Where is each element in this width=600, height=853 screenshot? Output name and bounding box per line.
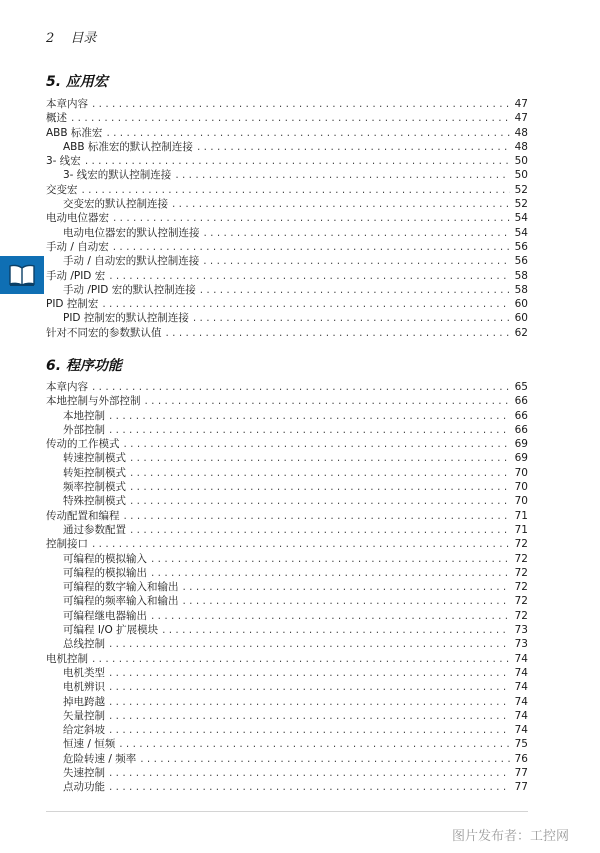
toc-entry-page: 74 [514,652,528,665]
toc-entry-page: 54 [514,212,528,225]
toc-entry[interactable] [46,637,528,651]
toc-entry[interactable] [46,623,528,637]
toc-entry[interactable] [46,380,528,394]
toc-leader-dots [119,737,510,751]
toc-entry-label: 外部控制 [63,423,105,436]
toc-leader-dots [109,666,510,680]
toc-entry[interactable] [46,269,528,283]
toc-entry-label: 手动 /PID 宏的默认控制连接 [63,283,196,296]
toc-entry-label: 概述 [46,112,67,125]
toc-entry-label: 特殊控制模式 [63,495,126,508]
toc-entry[interactable] [46,140,528,154]
toc-entry-label: 交变宏的默认控制连接 [63,198,168,211]
toc-leader-dots [175,168,510,182]
toc-leader-dots [92,97,510,111]
toc-entry-label: 通过参数配置 [63,523,126,536]
toc-entry[interactable] [46,126,528,140]
toc-leader-dots [166,326,511,340]
toc-entry[interactable] [46,211,528,225]
toc-entry-label: 3- 线宏的默认控制连接 [63,169,172,182]
toc-entry-page: 71 [514,509,528,522]
toc-leader-dots [183,594,511,608]
toc-entry[interactable] [46,394,528,408]
toc-entry-label: 手动 / 自动宏 [46,240,109,253]
toc-leader-dots [102,297,510,311]
toc-entry-label: 转矩控制模式 [63,466,126,479]
toc-entry-page: 58 [514,283,528,296]
toc-entry-page: 52 [514,183,528,196]
toc-entry-label: 本章内容 [46,381,88,393]
toc-entry-label: ABB 标准宏 [46,126,103,139]
toc-entry[interactable] [46,168,528,182]
toc-leader-dots [183,580,511,594]
toc-entry[interactable] [46,297,528,311]
toc-entry-label: 可编程的频率输入和输出 [63,595,179,608]
toc-entry-page: 74 [514,695,528,708]
toc-leader-dots [124,509,511,523]
toc-entry[interactable] [46,451,528,465]
toc-entry-page: 74 [514,709,528,722]
toc-leader-dots [106,126,510,140]
toc-entry[interactable] [46,594,528,608]
toc-leader-dots [109,766,510,780]
toc-entry-page: 72 [514,581,528,594]
toc-leader-dots [172,197,510,211]
toc-entry-label: 电动电位器宏 [46,212,109,225]
toc-leader-dots [109,680,510,694]
toc-leader-dots [92,537,510,551]
toc-entry-page: 58 [514,269,528,282]
toc-entry-page: 48 [514,140,528,153]
toc-entry-label: 点动功能 [63,781,105,794]
toc-entry[interactable] [46,437,528,451]
toc-entry-label: PID 控制宏的默认控制连接 [63,312,189,325]
toc-leader-dots [113,240,510,254]
toc-entry-page: 74 [514,681,528,694]
toc-entry[interactable] [46,494,528,508]
toc-entry-label: 针对不同宏的参数默认值 [46,326,162,339]
toc-leader-dots [130,494,510,508]
toc-leader-dots [109,780,510,794]
toc-entry-page: 72 [514,552,528,565]
toc-entry-label: ABB 标准宏的默认控制连接 [63,140,193,153]
toc-leader-dots [113,211,510,225]
toc-entry-page: 66 [514,409,528,422]
toc-leader-dots [92,652,510,666]
toc-entry-page: 48 [514,126,528,139]
toc-entry[interactable] [46,111,528,125]
toc-entry-page: 70 [514,481,528,494]
toc-entry-label: 可编程的模拟输入 [63,552,147,565]
toc-entry-page: 72 [514,595,528,608]
toc-entry[interactable] [46,580,528,594]
toc-leader-dots [130,466,510,480]
toc-entry-page: 60 [514,298,528,311]
toc-entry-label: 可编程继电器输出 [63,609,147,622]
toc-entry-page: 69 [514,438,528,451]
toc-entry-page: 77 [514,767,528,780]
book-icon [8,263,36,287]
toc-entry[interactable] [46,737,528,751]
toc-entry-label: 可编程的模拟输出 [63,566,147,579]
toc-leader-dots [109,409,510,423]
toc-entry-page: 73 [514,624,528,637]
toc-entry-page: 65 [514,381,528,393]
toc-entry-page: 75 [514,738,528,751]
toc-entry-label: 总线控制 [63,638,105,651]
toc-entry-label: 手动 / 自动宏的默认控制连接 [63,255,200,268]
toc-entry-page: 66 [514,395,528,408]
section-title-5: 5. 应用宏 [46,74,108,90]
toc-entry-page: 74 [514,666,528,679]
toc-leader-dots [193,311,510,325]
toc-entry-label: PID 控制宏 [46,298,99,311]
toc-entry[interactable] [46,666,528,680]
toc-entry-page: 52 [514,198,528,211]
toc-entry-label: 手动 /PID 宏 [46,269,106,282]
toc-entry-label: 传动配置和编程 [46,509,120,522]
toc-entry[interactable] [46,409,528,423]
toc-leader-dots [109,423,510,437]
toc-entry-label: 恒速 / 恒频 [63,738,116,751]
toc-leader-dots [151,609,510,623]
toc-leader-dots [109,637,510,651]
toc-entry-label: 3- 线宏 [46,155,81,168]
toc-entry[interactable] [46,254,528,268]
toc-entry-page: 60 [514,312,528,325]
toc-entry-page: 54 [514,226,528,239]
toc-entry[interactable] [46,226,528,240]
toc-leader-dots [200,283,510,297]
toc-entry-page: 76 [514,752,528,765]
toc-entry[interactable] [46,509,528,523]
toc-entry[interactable] [46,723,528,737]
toc-entry-label: 本地控制 [63,409,105,422]
footer-divider [46,811,528,812]
toc-entry[interactable] [46,552,528,566]
toc-leader-dots [92,380,510,394]
toc-entry-label: 本地控制与外部控制 [46,395,141,408]
toc-entry-label: 可编程 I/O 扩展模块 [63,624,159,637]
toc-leader-dots [140,752,510,766]
toc-entry[interactable] [46,752,528,766]
toc-entry-page: 70 [514,466,528,479]
toc-entry-page: 62 [514,326,528,339]
toc-entry-label: 控制接口 [46,538,88,551]
toc-entry[interactable] [46,183,528,197]
toc-entry[interactable] [46,240,528,254]
toc-leader-dots [204,226,511,240]
toc-entry[interactable] [46,780,528,794]
toc-entry-label: 频率控制模式 [63,481,126,494]
toc-leader-dots [130,480,510,494]
toc-entry[interactable] [46,311,528,325]
toc-entry-page: 50 [514,169,528,182]
toc-entry-page: 47 [514,112,528,125]
toc-leader-dots [151,552,510,566]
toc-entry[interactable] [46,197,528,211]
header-title: 目录 [70,31,97,46]
toc-leader-dots [82,183,511,197]
toc-entry-page: 56 [514,240,528,253]
toc-leader-dots [124,437,511,451]
toc-entry[interactable] [46,283,528,297]
toc-leader-dots [85,154,510,168]
toc-entry[interactable] [46,154,528,168]
toc-entry[interactable] [46,423,528,437]
toc-entry[interactable] [46,480,528,494]
toc-section-6 [46,380,528,795]
toc-leader-dots [109,695,510,709]
toc-entry[interactable] [46,466,528,480]
toc-entry-page: 66 [514,423,528,436]
toc-leader-dots [162,623,510,637]
toc-entry-page: 56 [514,255,528,268]
toc-entry-label: 电机类型 [63,666,105,679]
manual-side-tab [0,256,44,294]
toc-entry[interactable] [46,97,528,111]
toc-entry[interactable] [46,695,528,709]
toc-entry-page: 47 [514,98,528,110]
toc-entry-label: 失速控制 [63,767,105,780]
toc-entry-label: 本章内容 [46,98,88,110]
toc-entry-label: 电机控制 [46,652,88,665]
toc-leader-dots [197,140,510,154]
toc-entry-label: 交变宏 [46,183,78,196]
toc-leader-dots [130,523,510,537]
toc-entry[interactable] [46,537,528,551]
toc-entry-label: 给定斜坡 [63,724,105,737]
toc-entry-label: 电动电位器宏的默认控制连接 [63,226,200,239]
toc-entry-label: 可编程的数字输入和输出 [63,581,179,594]
toc-leader-dots [130,451,510,465]
toc-leader-dots [145,394,511,408]
toc-entry-page: 71 [514,523,528,536]
toc-entry[interactable] [46,709,528,723]
toc-entry-page: 69 [514,452,528,465]
toc-entry-page: 70 [514,495,528,508]
toc-leader-dots [109,709,510,723]
section-title-6: 6. 程序功能 [46,358,122,374]
toc-entry[interactable] [46,766,528,780]
publisher-watermark: 图片发布者：工控网 [452,829,570,844]
toc-entry-page: 73 [514,638,528,651]
toc-entry[interactable] [46,523,528,537]
toc-entry-page: 72 [514,538,528,551]
toc-leader-dots [109,269,510,283]
toc-leader-dots [203,254,510,268]
toc-leader-dots [109,723,510,737]
toc-entry-page: 50 [514,155,528,168]
page-header [46,27,96,46]
toc-entry[interactable] [46,326,528,340]
toc-entry-page: 77 [514,781,528,794]
toc-entry[interactable] [46,680,528,694]
toc-section-5 [46,97,528,340]
toc-entry-label: 传动的工作模式 [46,438,120,451]
toc-entry[interactable] [46,609,528,623]
page-number: 2 [46,31,55,46]
toc-entry-label: 掉电跨越 [63,695,105,708]
toc-entry-label: 电机辨识 [63,681,105,694]
toc-entry-page: 72 [514,566,528,579]
toc-leader-dots [151,566,510,580]
toc-entry-label: 矢量控制 [63,709,105,722]
toc-leader-dots [71,111,510,125]
toc-entry-page: 74 [514,724,528,737]
toc-entry[interactable] [46,566,528,580]
toc-entry-label: 危险转速 / 频率 [63,752,137,765]
toc-entry-label: 转速控制模式 [63,452,126,465]
toc-entry[interactable] [46,652,528,666]
toc-entry-page: 72 [514,609,528,622]
